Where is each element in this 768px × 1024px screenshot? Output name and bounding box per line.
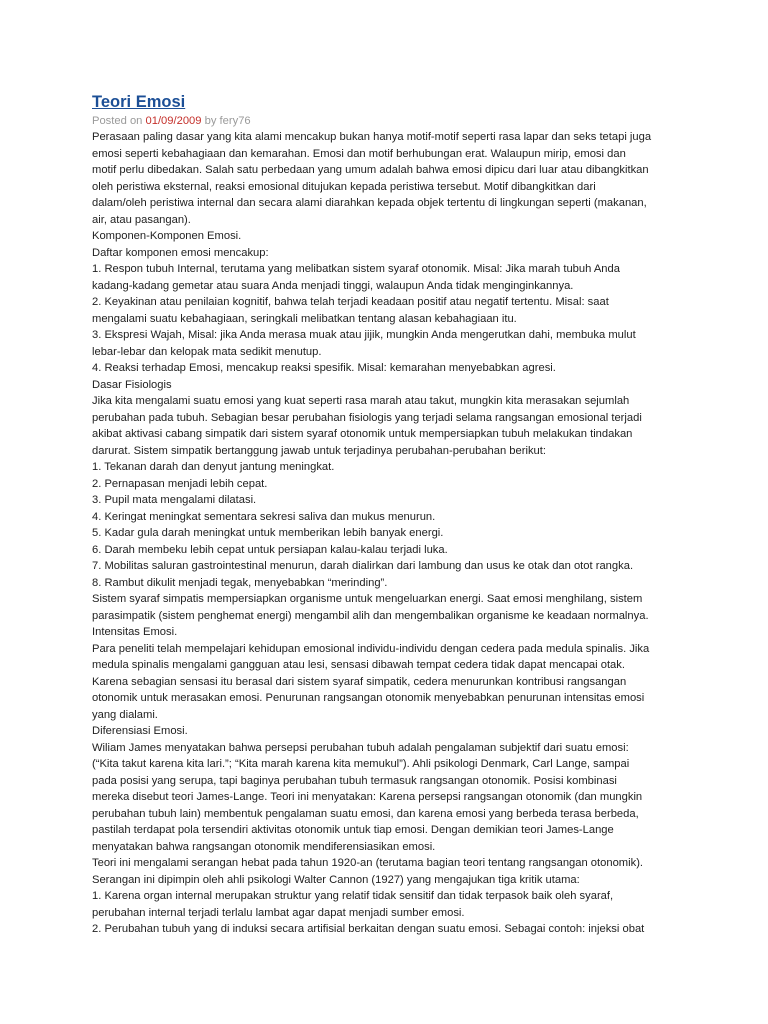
body-line: lebar-lebar dan kelopak mata sedikit menutup. [92, 345, 322, 358]
body-line: akibat aktivasi cabang simpatik dari sistem syaraf otonomik untuk mempersiapkan tubuh melakukan tindakan [92, 428, 633, 440]
body-line: perubahan tubuh lain) membentuk pengalaman suatu emosi, dan karena emosi yang berbeda terasa berbeda, [92, 807, 639, 820]
body-line: medula spinalis mengalami gangguan atau lesi, sensasi dibawah tempat cedera tidak dapat mencapai otak. [92, 659, 625, 671]
body-line: Dasar Fisiologis [92, 378, 172, 391]
body-line: 3. Ekspresi Wajah, Misal: jika Anda merasa muak atau jijik, mungkin Anda mengerutkan dahi, membuka mulut [92, 329, 636, 341]
body-line: perubahan pada tubuh. Sebagian besar perubahan fisiologis yang terjadi selama rangsangan emosional terjadi [92, 411, 642, 424]
post-meta [92, 113, 688, 129]
body-line: (“Kita takut karena kita lari.”; “Kita marah karena kita memukul”). Ahli psikologi Denmark, Carl Lange, sampai [92, 758, 630, 770]
body-line: 1. Karena organ internal merupakan struktur yang relatif tidak sensitif dan tidak terpasok baik oleh syaraf, [92, 890, 614, 902]
body-line: pada posisi yang serupa, tapi baginya perubahan tubuh termasuk rangsangan otonomik. Posisi kombinasi [92, 774, 617, 787]
body-line: emosi seperti kebahagiaan dan kemarahan. Emosi dan motif berhubungan erat. Walaupun mirip, emosi dan [92, 147, 626, 160]
body-line: Teori ini mengalami serangan hebat pada tahun 1920-an (terutama bagian teori tentang rangsangan otonomik). [92, 857, 644, 869]
body-line: Para peneliti telah mempelajari kehidupan emosional individu-individu dengan cedera pada medula spinalis. Jika [92, 642, 650, 655]
body-line: oleh peristiwa eksternal, reaksi emosional ditujukan kepada peristiwa tersebut. Motif dibangkitkan dari [92, 180, 596, 193]
post-date-link[interactable]: 01/09/2009 [145, 115, 202, 127]
body-line: 4. Reaksi terhadap Emosi, mencakup reaksi spesifik. Misal: kemarahan menyebabkan agresi. [92, 362, 556, 374]
body-line: 2. Pernapasan menjadi lebih cepat. [92, 477, 268, 490]
body-line: mengalami suatu kebahagiaan, seringkali melibatkan tentang alasan kebahagiaan itu. [92, 312, 517, 325]
post-body [92, 129, 688, 938]
body-line: Daftar komponen emosi mencakup: [92, 246, 269, 259]
body-line: darurat. Sistem simpatik bertanggung jawab untuk terjadinya perubahan-perubahan berikut: [92, 444, 546, 457]
body-line: 3. Pupil mata mengalami dilatasi. [92, 494, 257, 506]
body-line: mereka disebut teori James-Lange. Teori ini menyatakan: Karena persepsi rangsangan otonomik (dan mungkin [92, 791, 643, 803]
posted-on-label: Posted on [92, 115, 146, 127]
body-line: 8. Rambut dikulit menjadi tegak, menyebabkan “merinding”. [92, 576, 388, 589]
body-line: kadang-kadang gemetar atau suara Anda menjadi tinggi, walaupun Anda tidak menginginkannya. [92, 279, 574, 292]
body-line: motif perlu dibedakan. Salah satu perbedaan yang umum adalah bahwa emosi dipicu dari luar atau dibangkitkan [92, 164, 649, 176]
body-line: 6. Darah membeku lebih cepat untuk persiapan kalau-kalau terjadi luka. [92, 543, 448, 556]
body-line: otonomik untuk merasakan emosi. Penurunan rangsangan otonomik menyebabkan penurunan intensitas emosi [92, 692, 645, 704]
body-line: 2. Keyakinan atau penilaian kognitif, bahwa telah terjadi keadaan positif atau negatif tertentu. Misal: saat [92, 296, 609, 308]
body-line: 5. Kadar gula darah meningkat untuk memberikan lebih banyak energi. [92, 527, 444, 539]
body-line: pastilah terdapat pola tersendiri aktivitas otonomik untuk tiap emosi. Dengan demikian teori James-Lange [92, 824, 614, 836]
body-line: Serangan ini dipimpin oleh ahli psikologi Walter Cannon (1927) yang mengajukan tiga kritik utama: [92, 873, 580, 886]
body-line: Karena sebagian sensasi itu berasal dari sistem syaraf simpatik, cedera menurunkan kontribusi rangsangan [92, 675, 627, 688]
body-line: Intensitas Emosi. [92, 626, 178, 638]
by-label: by [201, 115, 220, 127]
body-line: 4. Keringat meningkat sementara sekresi saliva dan mukus menurun. [92, 510, 436, 523]
body-line: 7. Mobilitas saluran gastrointestinal menurun, darah dialirkan dari lambung dan usus ke otak dan otot rangka. [92, 560, 634, 572]
body-line: Sistem syaraf simpatis mempersiapkan organisme untuk mengeluarkan energi. Saat emosi menghilang, sistem [92, 593, 643, 605]
body-line: 1. Tekanan darah dan denyut jantung meningkat. [92, 461, 335, 473]
body-line: parasimpatik (sistem penghemat energi) mengambil alih dan mengembalikan organisme ke keadaan normalnya. [92, 609, 649, 622]
author-link[interactable]: fery76 [219, 115, 251, 127]
body-line: Jika kita mengalami suatu emosi yang kuat seperti rasa marah atau takut, mungkin kita merasakan sejumlah [92, 395, 630, 407]
body-line: dalam/oleh peristiwa internal dan secara alami diarahkan kepada objek tertentu di lingkungan seperti (makanan, [92, 197, 647, 209]
post-title-link[interactable]: Teori Emosi [92, 93, 186, 111]
blog-post [92, 92, 688, 938]
body-line: Diferensiasi Emosi. [92, 725, 188, 737]
body-line: Perasaan paling dasar yang kita alami mencakup bukan hanya motif-motif seperti rasa lapar dan seks tetapi juga [92, 131, 652, 143]
body-line: 1. Respon tubuh Internal, terutama yang melibatkan sistem syaraf otonomik. Misal: Jika marah tubuh Anda [92, 263, 620, 275]
body-line: Wiliam James menyatakan bahwa persepsi perubahan tubuh adalah pengalaman subjektif dari suatu emosi: [92, 741, 629, 754]
body-line: perubahan internal terjadi terlalu lambat agar dapat menjadi sumber emosi. [92, 906, 465, 919]
body-line: yang dialami. [92, 708, 158, 721]
body-line: 2. Perubahan tubuh yang di induksi secara artifisial berkaitan dengan suatu emosi. Sebagai contoh: injeksi obat [92, 923, 645, 935]
body-line: Komponen-Komponen Emosi. [92, 230, 242, 242]
body-line: menyatakan bahwa rangsangan otonomik mendiferensiasikan emosi. [92, 840, 436, 853]
body-line: air, atau pasangan). [92, 213, 191, 226]
